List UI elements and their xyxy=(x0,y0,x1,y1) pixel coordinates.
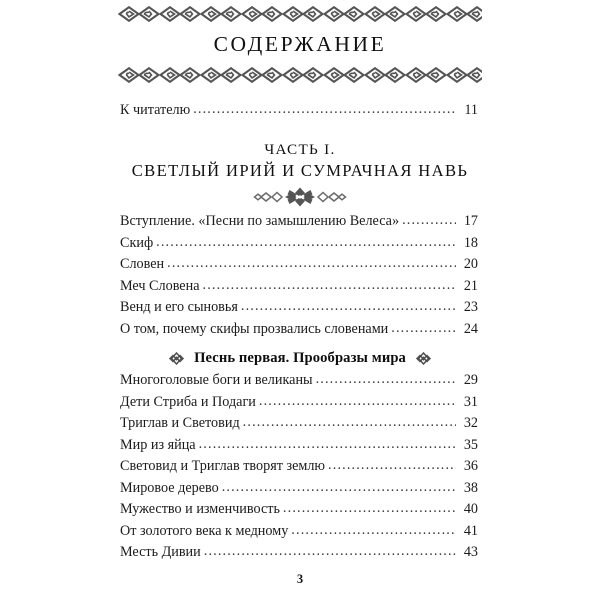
toc-entry-title: Многоголовые боги и великаны xyxy=(120,372,313,388)
toc-entry-page: 18 xyxy=(463,234,478,251)
toc-entry-page: 43 xyxy=(463,544,478,560)
toc-leader-dots xyxy=(328,455,456,477)
song-heading-label: Песнь первая. Прообразы мира xyxy=(194,350,406,366)
toc-entry-page: 32 xyxy=(463,415,478,431)
toc-entry-title: Дети Стриба и Подаги xyxy=(120,393,256,410)
toc-entry-title: Меч Словена xyxy=(120,277,200,294)
toc-entry[interactable] xyxy=(120,319,478,341)
toc-entry[interactable] xyxy=(120,392,478,414)
toc-entry-page: 35 xyxy=(463,436,478,453)
song-entry-list xyxy=(120,370,478,564)
slavic-diamond-mark-right-icon xyxy=(415,352,432,365)
toc-entry[interactable] xyxy=(120,435,478,457)
toc-leader-dots xyxy=(316,369,456,391)
intro-entry-group xyxy=(120,100,478,122)
song-heading xyxy=(60,351,540,366)
toc-entry-page: 24 xyxy=(463,320,478,337)
toc-entry[interactable] xyxy=(120,297,478,319)
toc-entry-title: Вступление. «Песни по замышлению Велеса» xyxy=(120,213,400,229)
toc-entry-page: 20 xyxy=(463,256,478,272)
part-heading xyxy=(60,140,540,182)
toc-leader-dots xyxy=(391,318,456,340)
toc-leader-dots xyxy=(291,520,456,542)
toc-leader-dots xyxy=(193,99,456,121)
section-flower-ornament xyxy=(0,186,600,208)
toc-entry-title: Словен xyxy=(120,256,165,272)
toc-entry-page: 23 xyxy=(463,299,478,315)
toc-entry-title: От золотого века к медному xyxy=(120,522,289,539)
toc-entry-title: Мир из яйца xyxy=(120,436,196,453)
toc-entry[interactable] xyxy=(120,211,478,233)
toc-entry[interactable] xyxy=(120,254,478,276)
toc-entry-title: Мировое дерево xyxy=(120,479,219,496)
part-number-line: ЧАСТЬ I. xyxy=(264,141,336,158)
toc-entry-page: 21 xyxy=(463,277,478,294)
toc-entry-page: 38 xyxy=(463,479,478,496)
toc-entry[interactable] xyxy=(120,478,478,500)
toc-entry-page: 17 xyxy=(463,213,478,229)
slavic-diamond-mark-left-icon xyxy=(168,352,185,365)
toc-entry-page: 31 xyxy=(463,393,478,410)
toc-entry[interactable] xyxy=(120,276,478,298)
part-entry-list xyxy=(120,211,478,340)
toc-entry[interactable] xyxy=(120,370,478,392)
page-title: СОДЕРЖАНИЕ xyxy=(213,32,387,56)
toc-entry[interactable] xyxy=(120,413,478,435)
toc-leader-dots xyxy=(156,232,456,254)
toc-entry[interactable] xyxy=(120,456,478,478)
toc-entry-title: О том, почему скифы прозвались словенами xyxy=(120,320,389,337)
toc-header xyxy=(118,6,482,83)
toc-leader-dots xyxy=(204,541,456,563)
toc-entry-title: Венд и его сыновья xyxy=(120,299,238,315)
toc-entry[interactable] xyxy=(120,521,478,543)
toc-leader-dots xyxy=(241,296,456,318)
toc-entry-title: Скиф xyxy=(120,234,154,251)
toc-entry-title: Месть Дивии xyxy=(120,544,201,560)
toc-entry[interactable] xyxy=(120,100,478,122)
toc-entry-page: 41 xyxy=(463,522,478,539)
bottom-ornament-band xyxy=(118,67,482,83)
toc-leader-dots xyxy=(402,210,456,232)
toc-leader-dots xyxy=(259,391,456,413)
toc-leader-dots xyxy=(167,253,456,275)
toc-entry-page: 11 xyxy=(464,102,478,118)
toc-entry-title: Световид и Триглав творят землю xyxy=(120,458,326,474)
toc-leader-dots xyxy=(222,477,456,499)
toc-leader-dots xyxy=(199,434,456,456)
toc-entry[interactable] xyxy=(120,499,478,521)
toc-entry-title: К читателю xyxy=(120,102,191,118)
toc-leader-dots xyxy=(243,412,456,434)
part-title-line: СВЕТЛЫЙ ИРИЙ И СУМРАЧНАЯ НАВЬ xyxy=(131,161,469,180)
toc-leader-dots xyxy=(203,275,457,297)
toc-entry-title: Мужество и изменчивость xyxy=(120,501,280,517)
toc-entry[interactable] xyxy=(120,233,478,255)
top-ornament-band xyxy=(118,6,482,22)
toc-entry-page: 40 xyxy=(463,501,478,517)
toc-entry-page: 36 xyxy=(463,458,478,474)
toc-entry-page: 29 xyxy=(463,372,478,388)
toc-entry-title: Триглав и Световид xyxy=(120,415,240,431)
toc-entry[interactable] xyxy=(120,542,478,564)
toc-leader-dots xyxy=(283,498,456,520)
page-number: 3 xyxy=(296,572,304,586)
